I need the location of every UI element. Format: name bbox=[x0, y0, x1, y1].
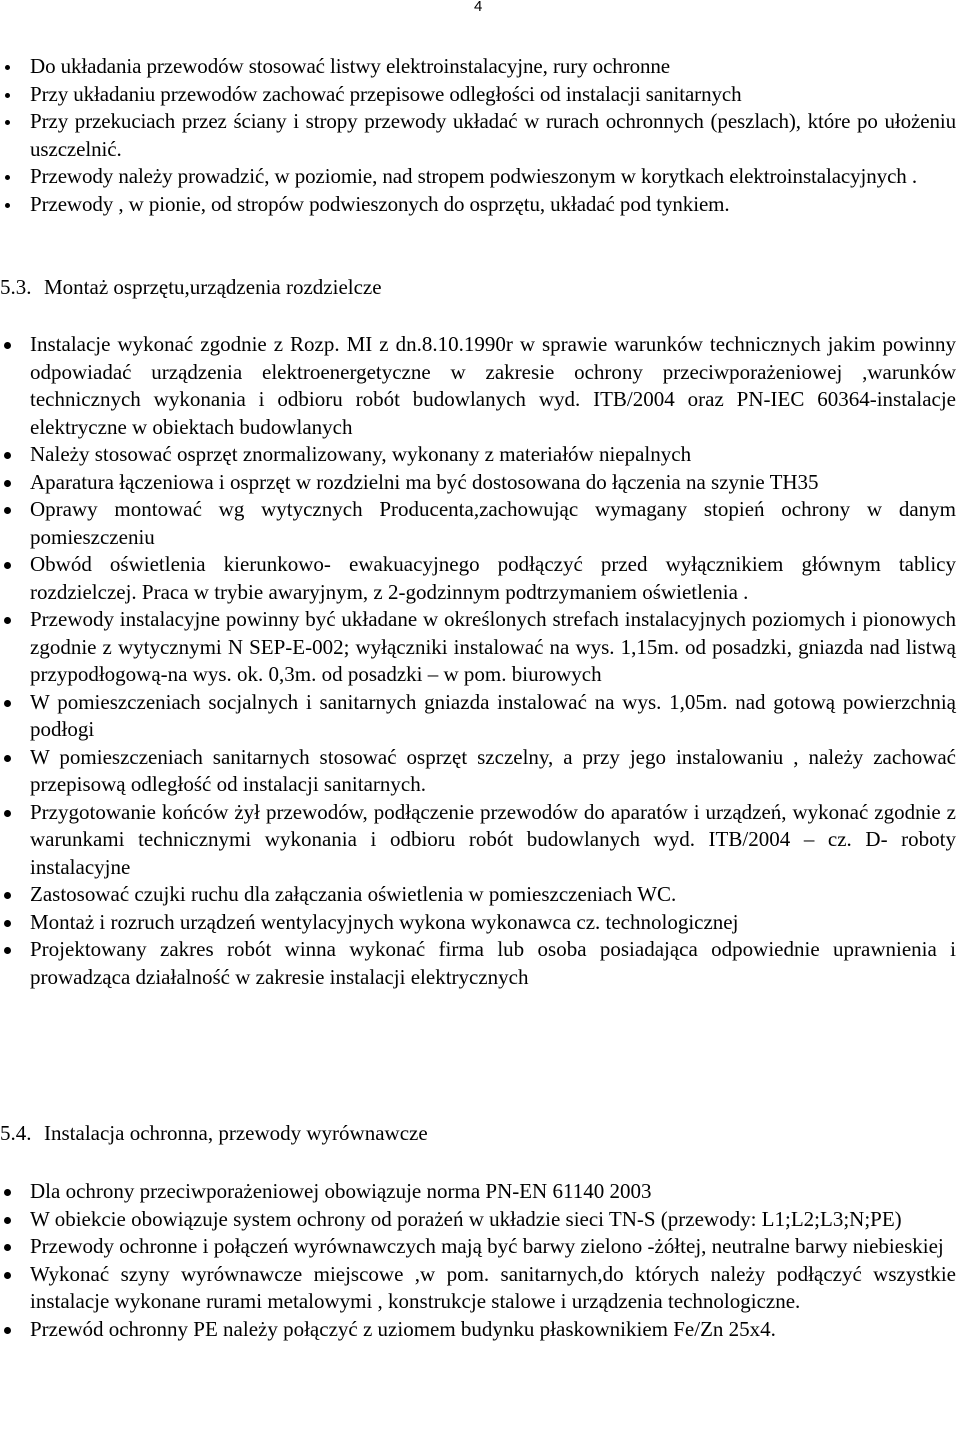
list-item: W pomieszczeniach socjalnych i sanitarnych gniazda instalować na wys. 1,05m. nad gotową powierzchnią podłogi bbox=[0, 689, 960, 744]
bullet-icon bbox=[4, 342, 11, 349]
bullet-icon bbox=[4, 452, 11, 459]
list-item: Przewody instalacyjne powinny być układane w określonych strefach instalacyjnych poziomych i pionowych zgodnie z wytycznymi N SEP-E-002; wyłączniki instalować na wys. 1,15m. od posadzki, gniazda nad listwą przypodłogową-na wys. ok. 0,3m. od posadzki – w pom. biurowych bbox=[0, 606, 960, 689]
bullet-icon bbox=[4, 947, 11, 954]
bullet-icon bbox=[5, 65, 10, 70]
section-5-3-list bbox=[0, 331, 960, 991]
bullet-icon bbox=[4, 892, 11, 899]
list-item: Należy stosować osprzęt znormalizowany, wykonany z materiałów niepalnych bbox=[0, 441, 960, 469]
bullet-icon bbox=[4, 810, 11, 817]
section-heading-5-3 bbox=[0, 274, 382, 302]
bullet-icon bbox=[4, 755, 11, 762]
section-5-4-list bbox=[0, 1178, 960, 1343]
list-item: Do układania przewodów stosować listwy elektroinstalacyjne, rury ochronne bbox=[0, 53, 960, 81]
list-item: Zastosować czujki ruchu dla załączania oświetlenia w pomieszczeniach WC. bbox=[0, 881, 960, 909]
list-item: Oprawy montować wg wytycznych Producenta,zachowując wymagany stopień ochrony w danym pomieszczeniu bbox=[0, 496, 960, 551]
bullet-icon bbox=[4, 1244, 11, 1251]
bullet-icon bbox=[4, 1327, 11, 1334]
list-item: Przewody ochronne i połączeń wyrównawczych mają być barwy zielono -żółtej, neutralne barwy niebieskiej bbox=[0, 1233, 960, 1261]
section-title: Montaż osprzętu,urządzenia rozdzielcze bbox=[44, 275, 382, 299]
list-item: Przygotowanie końców żył przewodów, podłączenie przewodów do aparatów i urządzeń, wykonać zgodnie z warunkami technicznymi wykonania i odbioru robót budowlanych wyd. ITB/2004 – cz. D- roboty instalacyjne bbox=[0, 799, 960, 882]
list-item: Przewody , w pionie, od stropów podwieszonych do osprzętu, układać pod tynkiem. bbox=[0, 191, 960, 219]
section-heading-5-4 bbox=[0, 1120, 428, 1148]
list-item: Przy układaniu przewodów zachować przepisowe odległości od instalacji sanitarnych bbox=[0, 81, 960, 109]
list-item: Aparatura łączeniowa i osprzęt w rozdzielni ma być dostosowana do łączenia na szynie TH35 bbox=[0, 469, 960, 497]
top-bullet-list bbox=[0, 53, 960, 218]
list-item: W pomieszczeniach sanitarnych stosować osprzęt szczelny, a przy jego instalowaniu , należy zachować przepisową odległość od instalacji sanitarnych. bbox=[0, 744, 960, 799]
bullet-icon bbox=[4, 920, 11, 927]
section-number: 5.3. bbox=[0, 275, 32, 299]
list-item: Dla ochrony przeciwporażeniowej obowiązuje norma PN-EN 61140 2003 bbox=[0, 1178, 960, 1206]
list-item: Obwód oświetlenia kierunkowo- ewakuacyjnego podłączyć przed wyłącznikiem głównym tablicy rozdzielczej. Praca w trybie awaryjnym, z 2-godzinnym podtrzymaniem oświetlenia . bbox=[0, 551, 960, 606]
bullet-icon bbox=[4, 1189, 11, 1196]
bullet-icon bbox=[5, 203, 10, 208]
bullet-icon bbox=[4, 1272, 11, 1279]
section-title: Instalacja ochronna, przewody wyrównawcze bbox=[44, 1121, 428, 1145]
bullet-icon bbox=[4, 700, 11, 707]
section-number: 5.4. bbox=[0, 1121, 32, 1145]
list-item: Wykonać szyny wyrównawcze miejscowe ,w pom. sanitarnych,do których należy podłączyć wszystkie instalacje wykonane rurami metalowymi , konstrukcje stalowe i urządzenia technologiczne. bbox=[0, 1261, 960, 1316]
list-item: W obiekcie obowiązuje system ochrony od porażeń w układzie sieci TN-S (przewody: L1;L2;L3;N;PE) bbox=[0, 1206, 960, 1234]
list-item: Przy przekuciach przez ściany i stropy przewody układać w rurach ochronnych (peszlach), które po ułożeniu uszczelnić. bbox=[0, 108, 960, 163]
list-item: Projektowany zakres robót winna wykonać firma lub osoba posiadająca odpowiednie uprawnienia i prowadząca działalność w zakresie instalacji elektrycznych bbox=[0, 936, 960, 991]
list-item: Przewody należy prowadzić, w poziomie, nad stropem podwieszonym w korytkach elektroinstalacyjnych . bbox=[0, 163, 960, 191]
bullet-icon bbox=[4, 480, 11, 487]
bullet-icon bbox=[4, 617, 11, 624]
list-item: Przewód ochronny PE należy połączyć z uziomem budynku płaskownikiem Fe/Zn 25x4. bbox=[0, 1316, 960, 1344]
bullet-icon bbox=[5, 93, 10, 98]
bullet-icon bbox=[5, 120, 10, 125]
page-number: 4 bbox=[474, 0, 483, 15]
list-item: Instalacje wykonać zgodnie z Rozp. MI z dn.8.10.1990r w sprawie warunków technicznych jakim powinny odpowiadać urządzenia elektroenergetyczne w zakresie ochrony przeciwporażeniowej ,warunków technicznych wykonania i odbioru robót budowlanych wyd. ITB/2004 oraz PN-IEC 60364-instalacje elektryczne w obiektach budowlanych bbox=[0, 331, 960, 441]
bullet-icon bbox=[4, 1217, 11, 1224]
bullet-icon bbox=[5, 175, 10, 180]
bullet-icon bbox=[4, 562, 11, 569]
list-item: Montaż i rozruch urządzeń wentylacyjnych wykona wykonawca cz. technologicznej bbox=[0, 909, 960, 937]
bullet-icon bbox=[4, 507, 11, 514]
